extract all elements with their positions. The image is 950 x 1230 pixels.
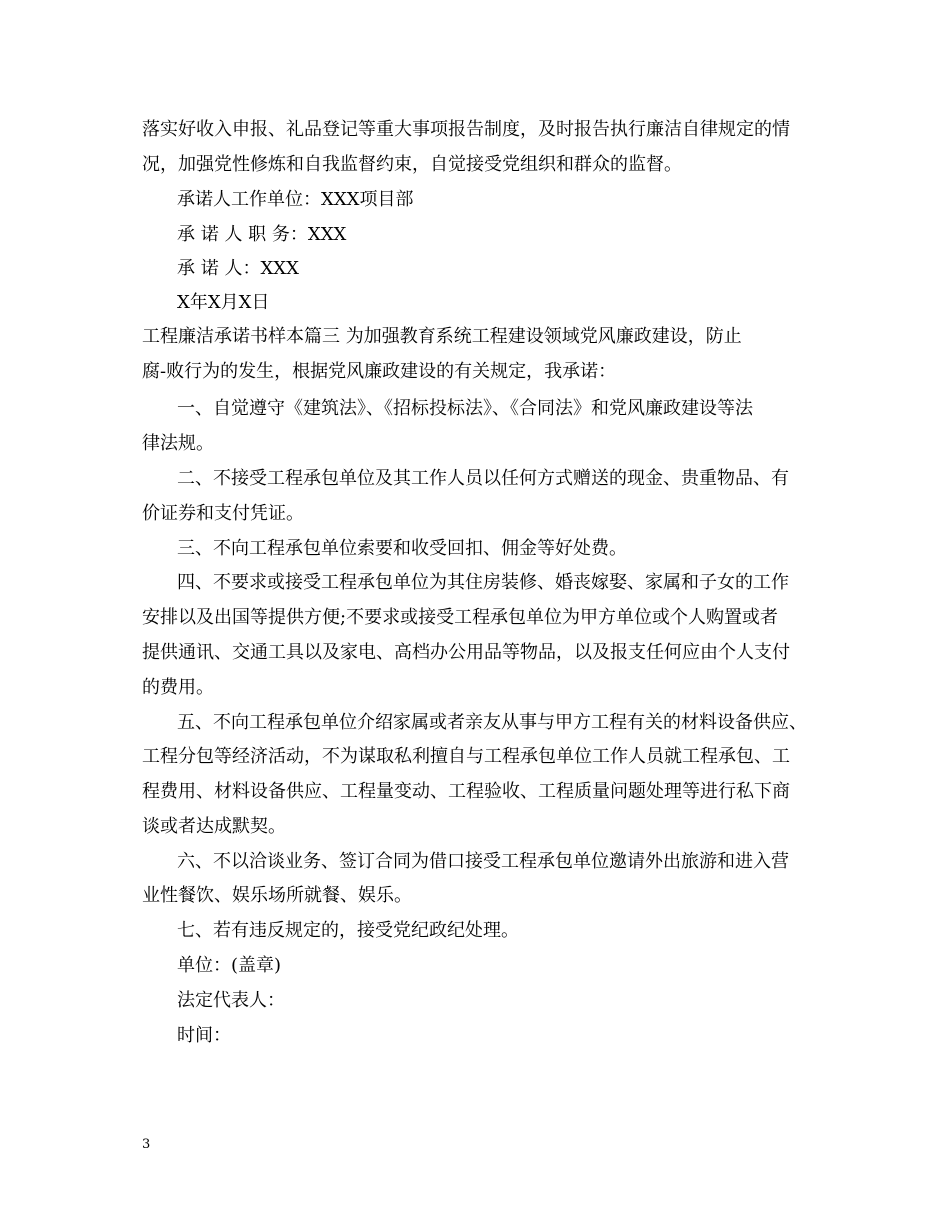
pledge-item-1: 一、自觉遵守《建筑法》、《招标投标法》、《合同法》和党风廉政建设等法 <box>177 398 753 419</box>
signer-position-line: 承 诺 人 职 务：XXX <box>177 224 347 245</box>
paragraph-line: 价证券和支付凭证。 <box>142 503 304 524</box>
paragraph-line: 律法规。 <box>142 433 214 454</box>
paragraph-line: 况，加强党性修炼和自我监督约束，自觉接受党组织和群众的监督。 <box>142 154 682 175</box>
pledge-item-6: 六、不以洽谈业务、签订合同为借口接受工程承包单位邀请外出旅游和进入营 <box>177 851 789 872</box>
paragraph-line: 程费用、材料设备供应、工程量变动、工程验收、工程质量问题处理等进行私下商 <box>142 781 790 802</box>
page-number: 3 <box>142 1137 151 1152</box>
unit-seal-line: 单位：(盖章) <box>177 955 282 976</box>
paragraph-line: 工程分包等经济活动，不为谋取私利擅自与工程承包单位工作人员就工程承包、工 <box>142 746 790 767</box>
paragraph-line: 谈或者达成默契。 <box>142 816 286 837</box>
paragraph-line: 落实好收入申报、礼品登记等重大事项报告制度，及时报告执行廉洁自律规定的情 <box>142 119 790 140</box>
pledge-item-3: 三、不向工程承包单位索要和收受回扣、佣金等好处费。 <box>177 538 627 559</box>
pledge-item-5: 五、不向工程承包单位介绍家属或者亲友从事与甲方工程有关的材料设备供应、 <box>177 712 807 733</box>
signer-unit-line: 承诺人工作单位：XXX项目部 <box>177 189 414 210</box>
time-line: 时间： <box>177 1025 231 1046</box>
legal-representative-line: 法定代表人： <box>177 990 285 1011</box>
paragraph-line: 的费用。 <box>142 677 214 698</box>
paragraph-line: 腐-败行为的发生，根据党风廉政建设的有关规定，我承诺： <box>142 361 617 382</box>
pledge-item-4: 四、不要求或接受工程承包单位为其住房装修、婚丧嫁娶、家属和子女的工作 <box>177 572 789 593</box>
paragraph-line: 提供通讯、交通工具以及家电、高档办公用品等物品，以及报支任何应由个人支付 <box>142 642 790 663</box>
date-line: X年X月X日 <box>177 292 270 313</box>
paragraph-line: 业性餐饮、娱乐场所就餐、娱乐。 <box>142 885 412 906</box>
pledge-item-2: 二、不接受工程承包单位及其工作人员以任何方式赠送的现金、贵重物品、有 <box>177 468 789 489</box>
section-heading-line: 工程廉洁承诺书样本篇三 为加强教育系统工程建设领域党风廉政建设，防止 <box>142 326 742 347</box>
pledge-item-7: 七、若有违反规定的，接受党纪政纪处理。 <box>177 920 519 941</box>
paragraph-line: 安排以及出国等提供方便;不要求或接受工程承包单位为甲方单位或个人购置或者 <box>142 607 779 628</box>
signer-name-line: 承 诺 人：XXX <box>177 258 299 279</box>
